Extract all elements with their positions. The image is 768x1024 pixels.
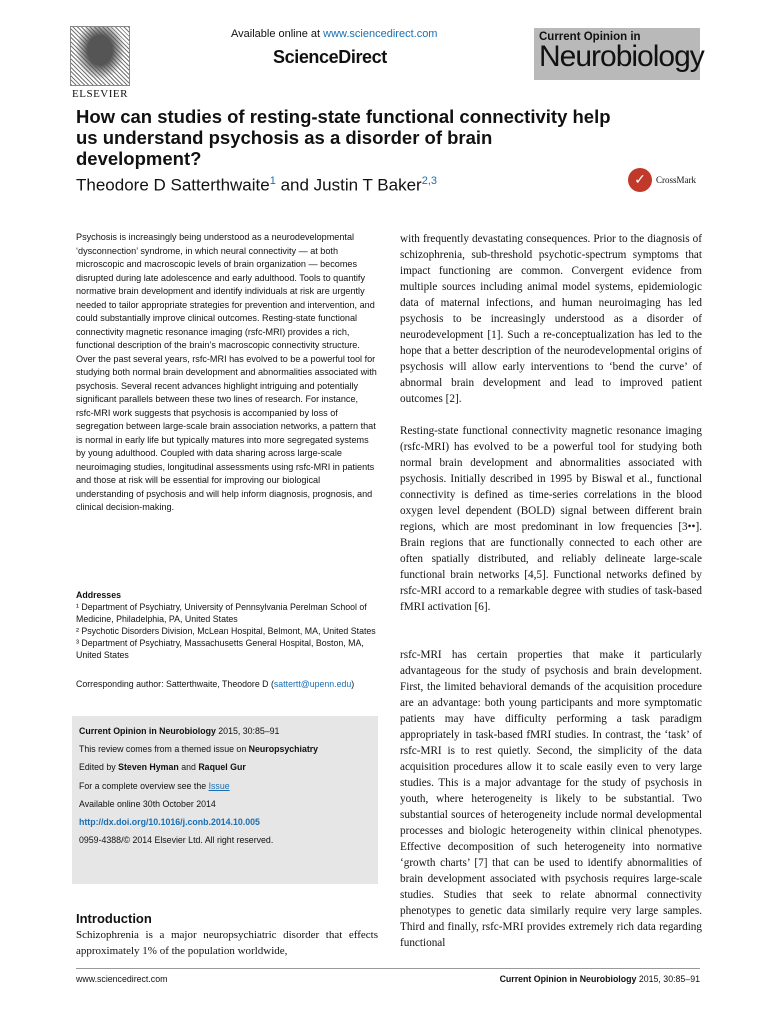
- footer-citation: Current Opinion in Neurobiology 2015, 30:85–91: [499, 974, 700, 984]
- body-paragraph-1: with frequently devastating consequences. Prior to the diagnosis of schizophrenia, sub-threshold psychotic-spectrum symptoms that impact functioning are common. Convergent evidence from multiple sources including animal model systems, epidemiologic data of maternal infections, and human neuroimaging has led psychosis to be increasingly understood as a disorder of neurodevelopment [1]. Such a re-conceptualization has led to the hope that a better description of the neurodevelopmental origins of psychosis will allow early interventions to ‘bend the curve’ of abnormal brain development and lead to improved patient outcomes [2].: [400, 233, 702, 405]
- available-online: Available online at www.sciencedirect.com: [231, 28, 438, 40]
- info-themed-issue: This review comes from a themed issue on Neuropsychiatry: [79, 744, 319, 755]
- introduction-text: Schizophrenia is a major neuropsychiatric disorder that effects approximately 1% of the population worldwide,: [76, 929, 378, 957]
- issue-link[interactable]: Issue: [208, 780, 230, 791]
- abstract: Psychosis is increasingly being understood as a neurodevelopmental ‘dysconnection’ syndrome, in which neural connectivity — at both microscopic and macroscopic levels of brain organization — becomes disrupted during late adolescence and early adulthood. Tools to quantify normative brain development and identify individuals at risk are urgently needed to tailor appropriate strategies for prevention and intervention, and could substantially improve clinical outcomes. Resting-state functional connectivity magnetic resonance imaging (rsfc-MRI) provides a rich, functional description of the brain’s macroscopic connectivity structure. Over the past several years, rsfc-MRI has evolved to be a powerful tool for studying both normal brain development and abnormalities associated with psychosis. Several recent advances highlight intriguing and potentially significant parallels between these two lines of research. For instance, rsfc-MRI work suggests that psychosis is accompanied by loss of segregation between large-scale brain association networks, a pattern that is normal in early life but typically matures into more segregated systems by young adulthood. Coupled with data sharing across large-scale neuroimaging studies, longitudinal assessments using rsfc-MRI in patients and those at risk will be essential for improving our biological understanding of psychosis and will help inform diagnosis, prognosis, and clinical decision-making.: [76, 232, 377, 512]
- introduction-heading: Introduction: [76, 911, 152, 926]
- article-title: How can studies of resting-state functional connectivity help us understand psychosis as a disorder of brain development?: [76, 106, 611, 169]
- corresponding-author: Corresponding author: Satterthwaite, Theodore D (sattertt@upenn.edu): [76, 679, 355, 689]
- article-info-box: [72, 716, 378, 884]
- info-overview: For a complete overview see the Issue: [79, 780, 230, 791]
- journal-logo-top: Current Opinion in: [539, 31, 641, 43]
- author-email-link[interactable]: sattertt@upenn.edu: [273, 679, 352, 689]
- address-1: ¹ Department of Psychiatry, University of Pennsylvania Perelman School of Medicine, Philadelphia, PA, United States: [76, 602, 367, 624]
- addresses: [76, 589, 386, 661]
- sciencedirect-link[interactable]: www.sciencedirect.com: [323, 28, 438, 40]
- doi-link[interactable]: http://dx.doi.org/10.1016/j.conb.2014.10.005: [79, 817, 260, 828]
- footer-divider: [76, 968, 700, 969]
- authors: Theodore D Satterthwaite$^1$ and Justin T Baker$^{2,3}$: [76, 175, 437, 195]
- crossmark-icon: ✓: [628, 168, 652, 192]
- info-available: Available online 30th October 2014: [79, 798, 216, 809]
- elsevier-logo: [66, 26, 134, 102]
- author-1-affiliation[interactable]: 1: [269, 175, 276, 187]
- author-2: Justin T Baker: [313, 175, 422, 195]
- journal-logo-name: Neurobiology: [539, 40, 704, 73]
- addresses-heading: Addresses: [76, 590, 121, 600]
- body-paragraph-2: Resting-state functional connectivity magnetic resonance imaging (rsfc-MRI) has evolved to be a powerful tool for studying both normal brain development and abnormalities associated with psychosis. Initially described in 1995 by Biswal et al., functional connectivity is defined as time-series correlations in the blood oxygen level dependent (BOLD) signal between different brain regions, which are most predominant in low frequencies [3••]. Brain regions that are functionally connected to each other are often spatially distributed, and reliably delineate large-scale functional brain networks [4,5]. Functional networks defined by rsfc-MRI accord to a remarkable degree with studies of task-based fMRI activation [6].: [400, 425, 702, 613]
- info-editors: Edited by Steven Hyman and Raquel Gur: [79, 762, 246, 773]
- address-3: ³ Department of Psychiatry, Massachusetts General Hospital, Boston, MA, United States: [76, 638, 364, 660]
- publisher-name: ELSEVIER: [72, 88, 128, 100]
- info-copyright: 0959-4388/© 2014 Elsevier Ltd. All right reserved.: [79, 835, 274, 846]
- elsevier-tree-icon: [70, 26, 130, 86]
- themed-issue-name: Neuropsychiatry: [248, 744, 319, 755]
- crossmark-badge[interactable]: [628, 168, 696, 192]
- info-journal: Current Opinion in Neurobiology 2015, 30:85–91: [79, 726, 280, 736]
- crossmark-label: CrossMark: [656, 175, 696, 185]
- author-1: Theodore D Satterthwaite: [76, 175, 270, 195]
- journal-logo: [534, 28, 704, 80]
- body-paragraph-3: rsfc-MRI has certain properties that make it particularly advantageous for the study of psychosis and brain development. First, the limited behavioral demands of the acquisition procedure are an advantage: both young participants and more symptomatic patients may have difficulty performing a task paradigm appropriately in task-based fMRI studies. In contrast, the ‘task’ of rsfc-MRI is to rest quietly. Second, the simplicity of the data acquisition procedures allow it to scale easily even to very large studies. This is a major advantage for the study of psychosis in youth, where heterogeneity is likely to be substantial. Two substantial sources of heterogeneity include normal developmental processes and biologic heterogeneity within clinical phenotypes. Effective decomposition of such heterogeneity into normative ‘growth charts’ [7] that can be used to identify abnormalities of brain development associated with psychosis requires large-scale studies. Studies that seek to relate abnormal connectivity phenotypes to genetic data similarly require very large samples. Third and finally, rsfc-MRI provides extremely rich data regarding functional: [400, 649, 702, 949]
- sciencedirect-title: ScienceDirect: [273, 47, 387, 67]
- author-2-affiliation[interactable]: 2,3: [421, 175, 437, 187]
- address-2: ² Psychotic Disorders Division, McLean Hospital, Belmont, MA, United States: [76, 626, 376, 636]
- footer-website[interactable]: www.sciencedirect.com: [76, 974, 168, 984]
